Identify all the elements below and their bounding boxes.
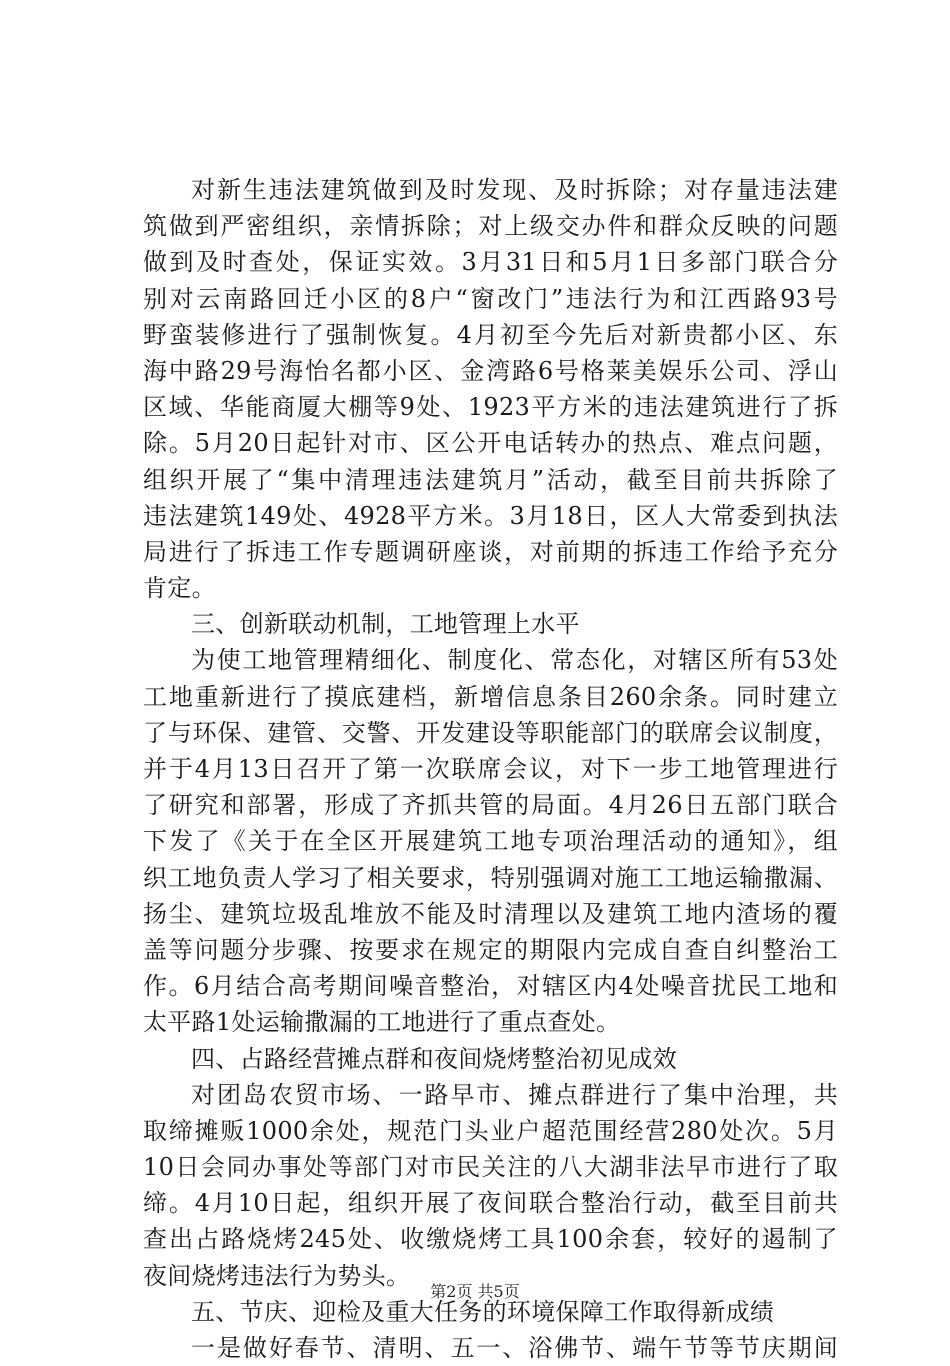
text-line: 一是做好春节、清明、五一、浴佛节、端午节等节庆期间 bbox=[191, 1334, 838, 1362]
page-number-label: 第2页 共5页 bbox=[430, 1282, 520, 1301]
text-line: 为使工地管理精细化、制度化、常态化，对辖区所有53处 bbox=[191, 646, 838, 675]
text-line: 下发了《关于在全区开展建筑工地专项治理活动的通知》，组 bbox=[143, 827, 838, 856]
text-line: 违法建筑149处、4928平方米。3月18日，区人大常委到执法 bbox=[143, 501, 838, 530]
text-line: 盖等问题分步骤、按要求在规定的期限内完成自查自纠整治工 bbox=[143, 935, 838, 964]
text-line: 了与环保、建管、交警、开发建设等职能部门的联席会议制度， bbox=[143, 718, 838, 747]
text-line: 海中路29号海怡名都小区、金湾路6号格莱美娱乐公司、浮山 bbox=[143, 356, 838, 385]
text-line: 对团岛农贸市场、一路早市、摊点群进行了集中治理，共 bbox=[191, 1080, 838, 1109]
text-line: 五、节庆、迎检及重大任务的环境保障工作取得新成绩 bbox=[191, 1297, 775, 1326]
text-line: 野蛮装修进行了强制恢复。4月初至今先后对新贵都小区、东 bbox=[143, 320, 838, 349]
text-line: 区域、华能商厦大棚等9处、1923平方米的违法建筑进行了拆 bbox=[143, 393, 838, 422]
text-line: 太平路1处运输撒漏的工地进行了重点查处。 bbox=[143, 1008, 621, 1037]
document-body bbox=[143, 172, 838, 1366]
text-line: 组织开展了“集中清理违法建筑月”活动，截至目前共拆除了 bbox=[143, 465, 838, 494]
text-line: 织工地负责人学习了相关要求，特别强调对施工工地运输撒漏、 bbox=[143, 863, 838, 892]
text-line: 四、占路经营摊点群和夜间烧烤整治初见成效 bbox=[191, 1044, 677, 1073]
text-line: 并于4月13日召开了第一次联席会议，对下一步工地管理进行 bbox=[143, 755, 838, 783]
text-line: 三、创新联动机制，工地管理上水平 bbox=[191, 610, 580, 639]
text-line: 筑做到严密组织，亲情拆除；对上级交办件和群众反映的问题 bbox=[143, 212, 838, 241]
text-line: 对新生违法建筑做到及时发现、及时拆除；对存量违法建 bbox=[191, 176, 838, 204]
page-footer bbox=[0, 1281, 950, 1303]
text-line: 夜间烧烤违法行为势头。 bbox=[143, 1261, 411, 1290]
text-line: 查出占路烧烤245处、收缴烧烤工具100余套，较好的遏制了 bbox=[143, 1225, 838, 1254]
text-line: 别对云南路回迁小区的8户“窗改门”违法行为和江西路93号 bbox=[143, 284, 838, 313]
text-line: 做到及时查处，保证实效。3月31日和5月1日多部门联合分 bbox=[143, 248, 838, 277]
text-line: 作。6月结合高考期间噪音整治，对辖区内4处噪音扰民工地和 bbox=[143, 972, 838, 1001]
text-line: 工地重新进行了摸底建档，新增信息条目260余条。同时建立 bbox=[143, 682, 838, 711]
text-line: 缔。4月10日起，组织开展了夜间联合整治行动，截至目前共 bbox=[143, 1189, 838, 1218]
text-line: 局进行了拆违工作专题调研座谈，对前期的拆违工作给予充分 bbox=[143, 537, 838, 566]
text-line: 取缔摊贩1000余处，规范门头业户超范围经营280处次。5月 bbox=[143, 1116, 838, 1145]
text-line: 了研究和部署，形成了齐抓共管的局面。4月26日五部门联合 bbox=[143, 791, 838, 820]
text-line: 扬尘、建筑垃圾乱堆放不能及时清理以及建筑工地内渣场的覆 bbox=[143, 899, 838, 928]
text-line: 肯定。 bbox=[143, 574, 216, 603]
text-line: 10日会同办事处等部门对市民关注的八大湖非法早市进行了取 bbox=[143, 1153, 838, 1182]
text-line: 除。5月20日起针对市、区公开电话转办的热点、难点问题， bbox=[143, 429, 838, 458]
